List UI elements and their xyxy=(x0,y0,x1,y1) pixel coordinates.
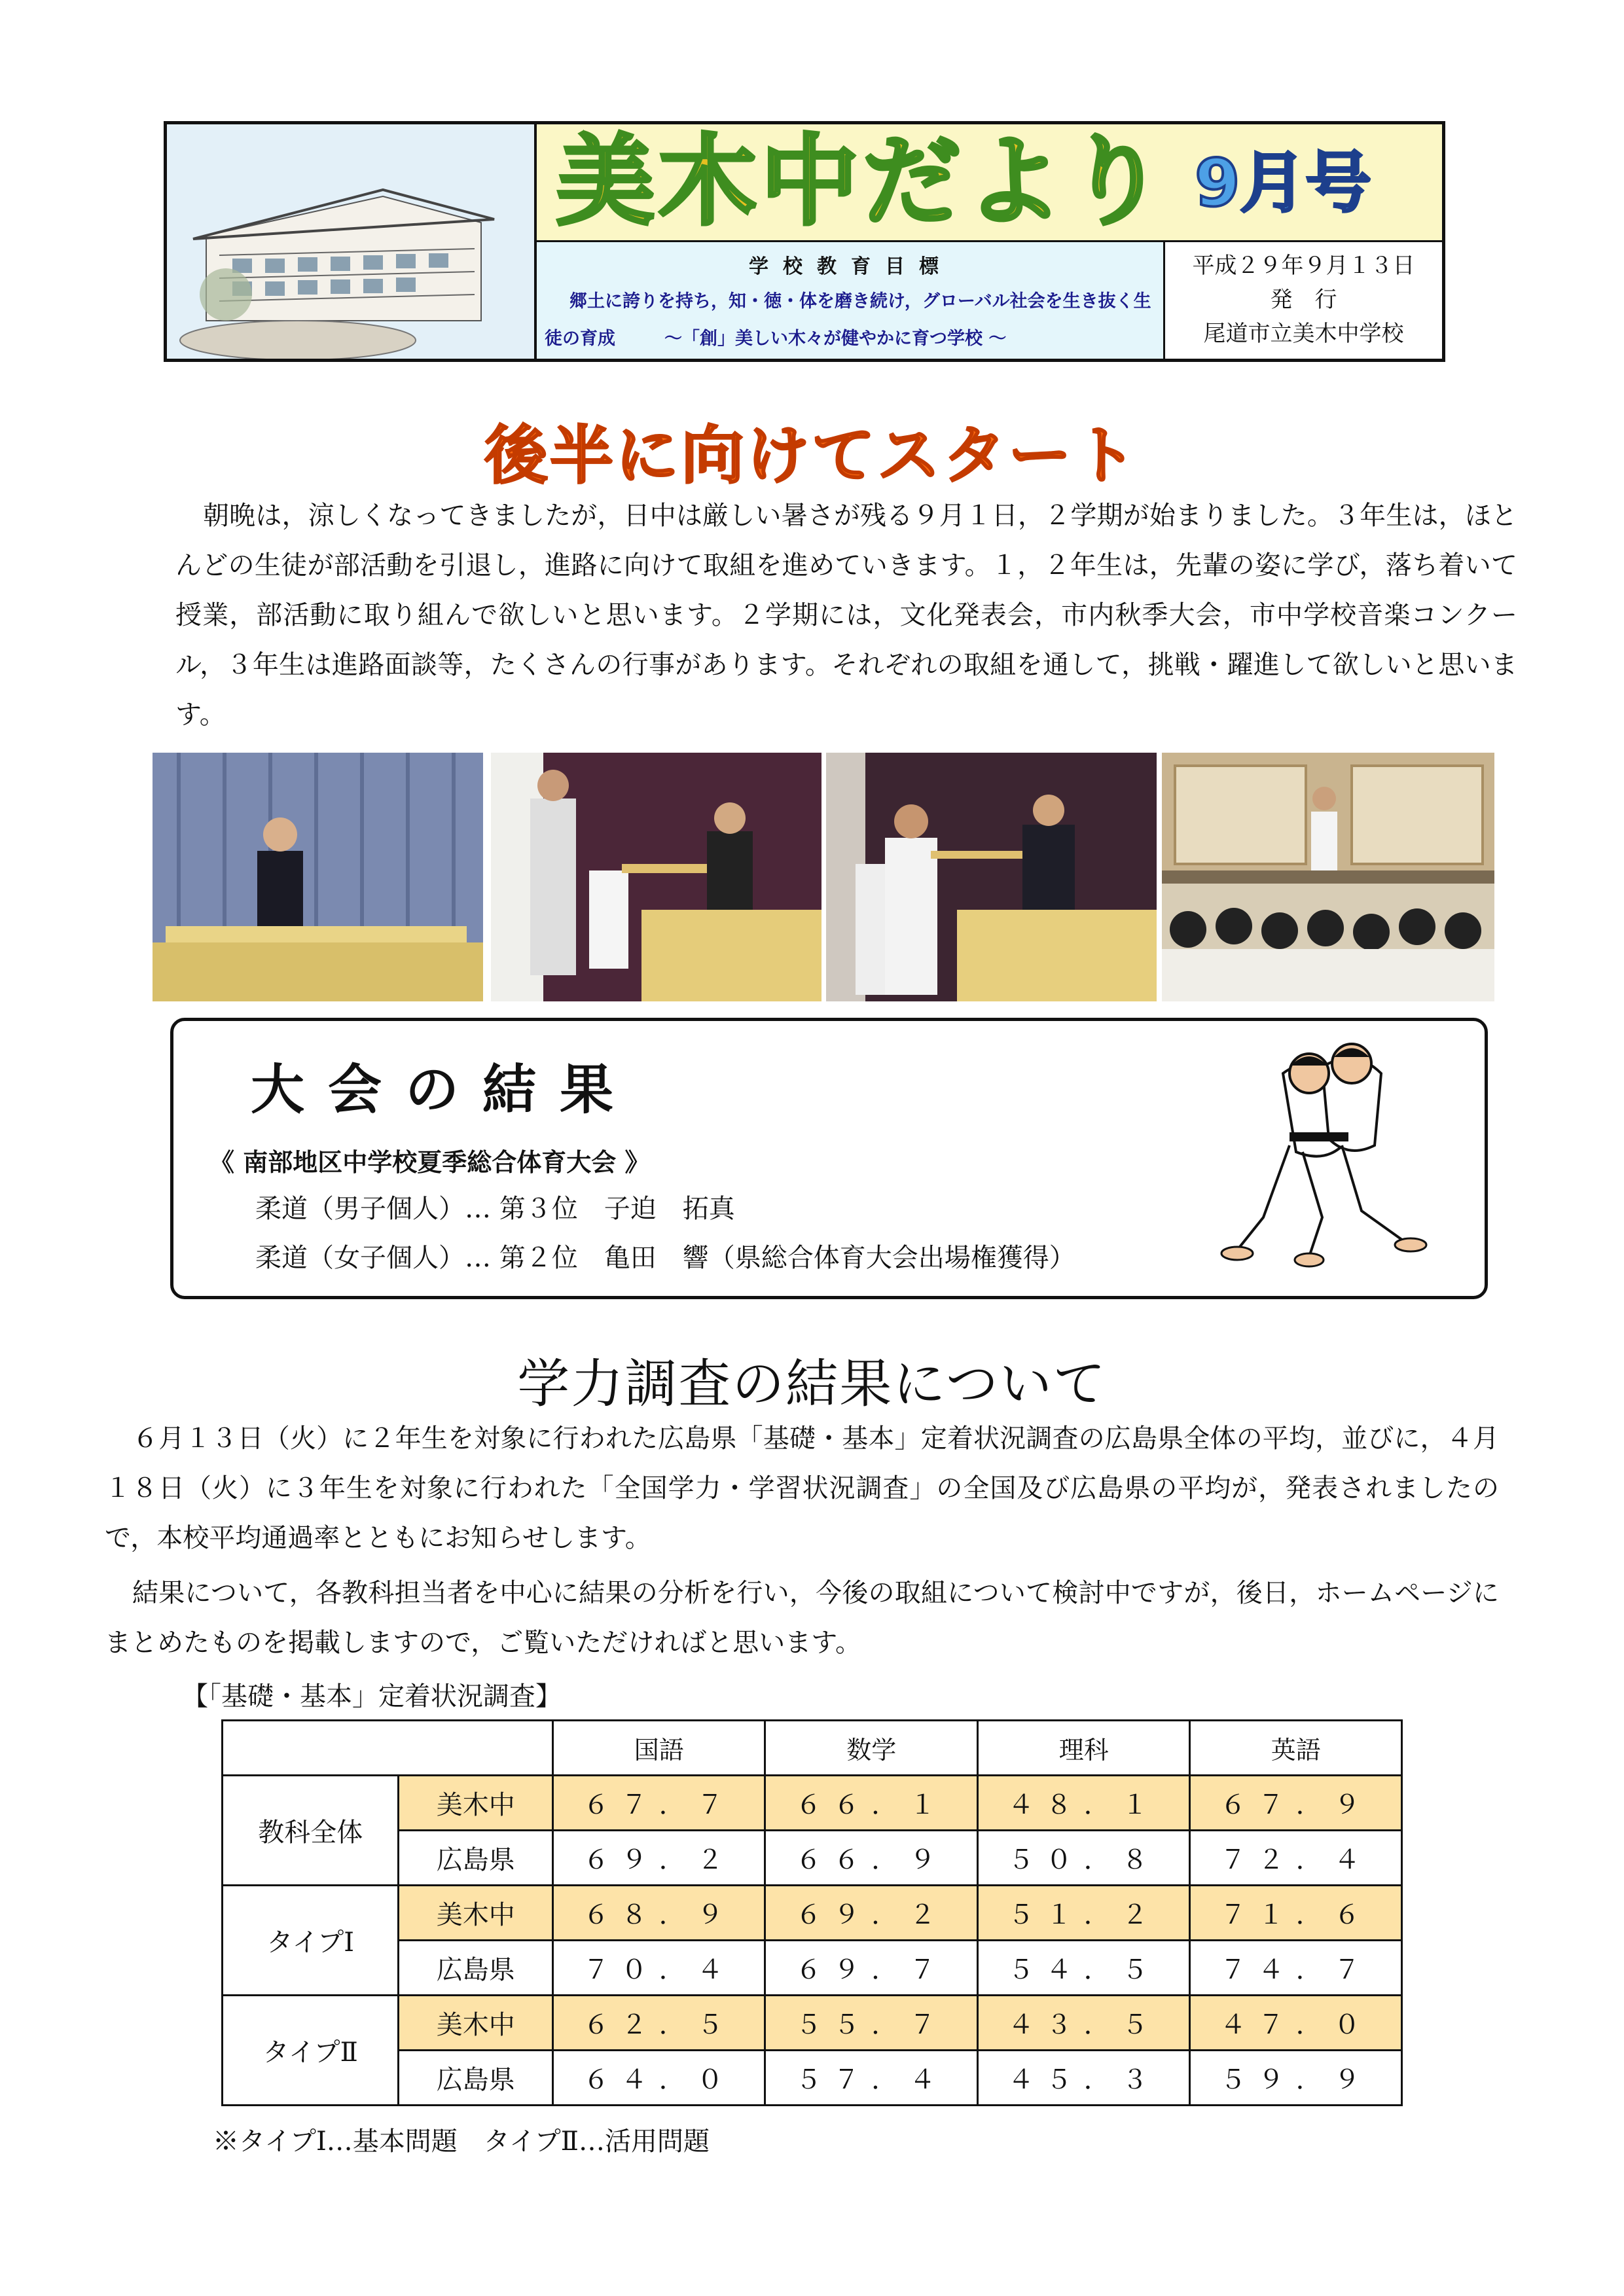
publication-date: 平成２９年９月１３日 xyxy=(1192,253,1415,279)
award-photo-1 xyxy=(491,753,821,1001)
score-cell: ６９．７ xyxy=(765,1941,978,1996)
table-row xyxy=(223,1776,1402,1831)
row-group-label: タイプⅠ xyxy=(223,1886,399,1996)
tournament-results-box xyxy=(170,1018,1488,1299)
row-label: 広島県 xyxy=(399,1941,553,1996)
score-cell: ６４．０ xyxy=(552,2051,765,2106)
newsletter-header xyxy=(164,121,1445,362)
score-cell: ６９．２ xyxy=(765,1886,978,1941)
score-cell: ５５．７ xyxy=(765,1996,978,2051)
score-cell: ６２．５ xyxy=(552,1996,765,2051)
score-cell: ５１．２ xyxy=(977,1886,1190,1941)
score-cell: ７２．４ xyxy=(1190,1831,1402,1886)
speech-photo xyxy=(153,753,483,1001)
row-group-label: 教科全体 xyxy=(223,1776,399,1886)
table-row xyxy=(223,2051,1402,2106)
newsletter-title: 美木中だより xyxy=(556,125,1170,239)
goals-heading: 学校教育目標 xyxy=(749,255,953,278)
table-row xyxy=(223,1996,1402,2051)
publication-info xyxy=(1165,242,1442,359)
survey-heading: 学力調査の結果について xyxy=(517,1354,1107,1414)
column-header: 国語 xyxy=(552,1721,765,1776)
row-label: 美木中 xyxy=(399,1886,553,1941)
column-header: 理科 xyxy=(977,1721,1190,1776)
award-photo-2 xyxy=(826,753,1157,1001)
survey-paragraph-2: 結果について，各教科担当者を中心に結果の分析を行い，今後の取組について検討中ですが，後日，ホームページにまとめたものを掲載しますので，ご覧いただければと思います。 xyxy=(105,1578,1499,1658)
table-header-row xyxy=(223,1721,1402,1776)
article-headline: 後半に向けてスタート xyxy=(484,419,1140,492)
result-boys-judo: 柔道（男子個人）… 第３位 子迫 拓真 xyxy=(255,1194,735,1224)
goals-text-continued: 徒の育成 xyxy=(545,329,615,349)
score-cell: ４８．１ xyxy=(977,1776,1190,1831)
table-corner xyxy=(223,1721,553,1776)
score-cell: ７１．６ xyxy=(1190,1886,1402,1941)
column-header: 英語 xyxy=(1190,1721,1402,1776)
judo-illustration xyxy=(1211,1034,1440,1283)
goals-motto: ～「創」美しい木々が健やかに育つ学校 ～ xyxy=(664,329,1007,349)
survey-paragraph-1: ６月１３日（火）に２年生を対象に行われた広島県「基礎・基本」定着状況調査の広島県全体の平均，並びに，４月１８日（火）に３年生を対象に行われた「全国学力・学習状況調査」の全国及び広島県の平均が，発表されましたので，本校平均通過率とともにお知らせします。 xyxy=(105,1424,1499,1553)
table-row xyxy=(223,1941,1402,1996)
score-cell: ６８．９ xyxy=(552,1886,765,1941)
score-cell: ６７．９ xyxy=(1190,1776,1402,1831)
score-cell: ５７．４ xyxy=(765,2051,978,2106)
score-cell: ６６．１ xyxy=(765,1776,978,1831)
intro-paragraph: 朝晩は，涼しくなってきましたが，日中は厳しい暑さが残る９月１日，２学期が始まりました。３年生は，ほとんどの生徒が部活動を引退し，進路に向けて取組を進めていきます。１，２年生は，先輩の姿に学び，落ち着いて授業，部活動に取り組んで欲しいと思います。２学期には，文化発表会，市内秋季大会，市中学校音楽コンクール，３年生は進路面談等，たくさんの行事があります。それぞれの取組を通して，挑戦・躍進して欲しいと思います。 xyxy=(175,501,1517,730)
publisher-name: 尾道市立美木中学校 xyxy=(1203,321,1404,347)
results-heading: 大会の結果 xyxy=(251,1059,638,1121)
score-cell: ５９．９ xyxy=(1190,2051,1402,2106)
table-row xyxy=(223,1886,1402,1941)
column-header: 数学 xyxy=(765,1721,978,1776)
table-caption: 【「基礎・基本」定着状況調査】 xyxy=(182,1681,562,1712)
score-cell: ４７．０ xyxy=(1190,1996,1402,2051)
table-row xyxy=(223,1831,1402,1886)
score-cell: ７０．４ xyxy=(552,1941,765,1996)
score-cell: ６６．９ xyxy=(765,1831,978,1886)
score-cell: ４３．５ xyxy=(977,1996,1190,2051)
row-group-label: タイプⅡ xyxy=(223,1996,399,2106)
masthead xyxy=(537,124,1442,242)
publication-issued: 発 行 xyxy=(1270,287,1337,313)
row-label: 広島県 xyxy=(399,2051,553,2106)
table-footnote: ※タイプⅠ…基本問題 タイプⅡ…活用問題 xyxy=(213,2126,710,2157)
school-goals xyxy=(537,242,1165,359)
tournament-name: 《 南部地区中学校夏季総合体育大会 》 xyxy=(209,1148,650,1177)
goals-text: 郷土に誇りを持ち，知・徳・体を磨き続け，グローバル社会を生き抜く生 xyxy=(569,291,1151,312)
score-cell: ４５．３ xyxy=(977,2051,1190,2106)
score-cell: ６９．２ xyxy=(552,1831,765,1886)
result-girls-judo: 柔道（女子個人）… 第２位 亀田 響（県総合体育大会出場権獲得） xyxy=(255,1243,1075,1273)
score-cell: ５０．８ xyxy=(977,1831,1190,1886)
assembly-photo xyxy=(1162,753,1494,1001)
score-table xyxy=(221,1719,1403,2106)
school-building-image xyxy=(167,124,537,359)
row-label: 広島県 xyxy=(399,1831,553,1886)
issue-label: 9月号 xyxy=(1195,145,1371,221)
row-label: 美木中 xyxy=(399,1996,553,2051)
score-cell: ５４．５ xyxy=(977,1941,1190,1996)
score-cell: ６７．７ xyxy=(552,1776,765,1831)
row-label: 美木中 xyxy=(399,1776,553,1831)
score-cell: ７４．７ xyxy=(1190,1941,1402,1996)
